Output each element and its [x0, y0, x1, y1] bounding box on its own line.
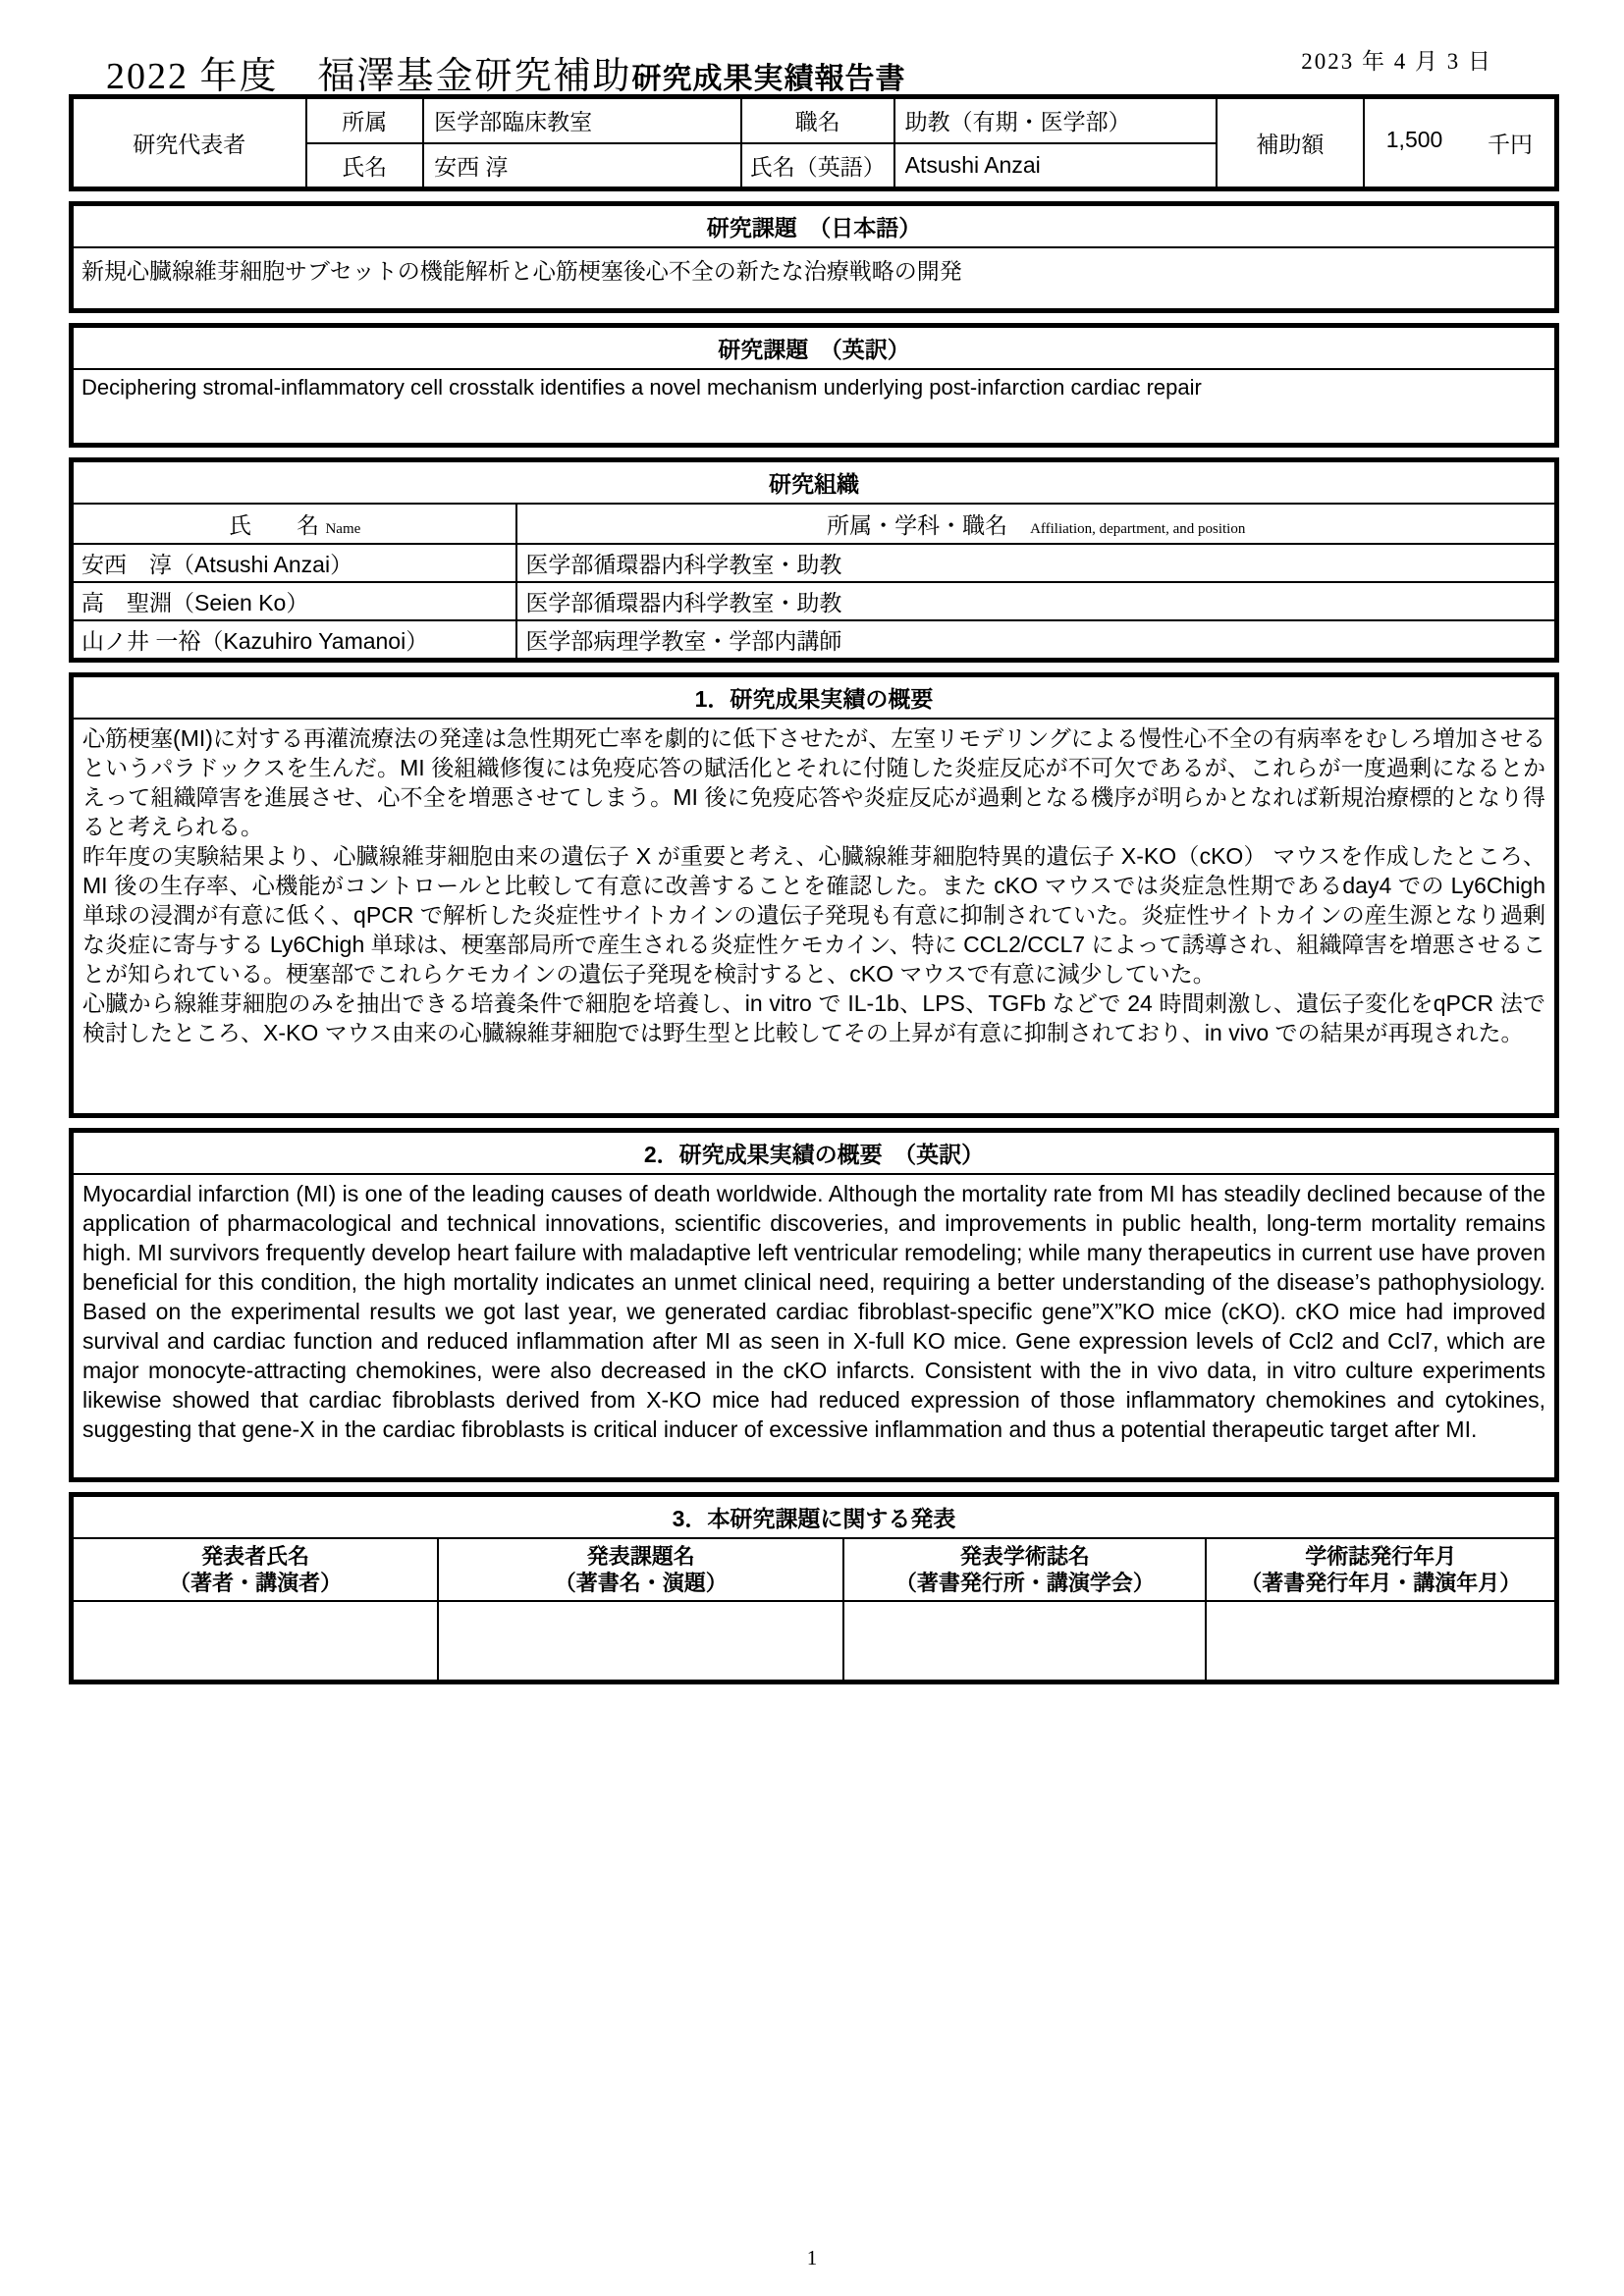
document-body — [69, 94, 1559, 1694]
organization-name-header-en: Name — [325, 521, 361, 537]
grant-amount-label: 補助額 — [1217, 97, 1364, 189]
research-title-en-content: Deciphering stromal-inflammatory cell crosstalk identifies a novel mechanism underlying post-infarction cardiac repair — [72, 369, 1557, 446]
organization-member-row — [72, 544, 1557, 582]
organization-affiliation-column-header — [516, 504, 1556, 544]
publications-col-journal — [843, 1538, 1206, 1601]
organization-affiliation-header-en: Affiliation, department, and position — [1030, 521, 1246, 537]
member-affiliation: 医学部病理学教室・学部内講師 — [516, 620, 1556, 661]
organization-name-column-header — [72, 504, 517, 544]
organization-section — [69, 457, 1559, 663]
document-title — [106, 45, 906, 99]
publications-col-journal-line2: （著書発行所・講演学会） — [894, 1571, 1155, 1595]
document-title-main: 2022 年度 福澤基金研究補助 — [106, 56, 632, 97]
research-title-en-heading: 研究課題 （英訳） — [72, 325, 1557, 369]
position-label: 職名 — [741, 97, 894, 143]
grant-amount-unit: 千円 — [1488, 132, 1533, 157]
member-name: 山ノ井 一裕（Kazuhiro Yamanoi） — [72, 620, 517, 661]
affiliation-value: 医学部臨床教室 — [423, 97, 741, 143]
publications-heading: 3．本研究課題に関する発表 — [72, 1495, 1557, 1539]
research-title-ja-heading: 研究課題 （日本語） — [72, 204, 1557, 248]
summary-ja-section — [69, 672, 1559, 1118]
representative-label: 研究代表者 — [72, 97, 306, 189]
publications-header-row — [72, 1538, 1557, 1601]
name-label: 氏名 — [306, 143, 424, 189]
summary-en-section — [69, 1128, 1559, 1483]
publication-journal-cell — [843, 1601, 1206, 1682]
publications-col-presenter — [72, 1538, 439, 1601]
member-affiliation: 医学部循環器内科学教室・助教 — [516, 544, 1556, 582]
name-en-label: 氏名（英語） — [741, 143, 894, 189]
summary-ja-paragraph: 昨年度の実験結果より、心臓線維芽細胞由来の遺伝子 X が重要と考え、心臓線維芽細胞特異的遺伝子 X-KO（cKO） マウスを作成したところ、MI 後の生存率、心機能がコントロールと比較して有意に改善することを確認した。また cKO マウスでは炎症急性期であるday4 での Ly6Chigh 単球の浸潤が有意に低く、qPCR で解析した炎症性サイトカインの遺伝子発現も有意に抑制されていた。炎症性サイトカインの産生源となり過剰な炎症に寄与する Ly6Chigh 単球は、梗塞部局所で産生される炎症性ケモカイン、特に CCL2/CCL7 によって誘導され、組織障害を増悪させることが知られている。梗塞部でこれらケモカインの遺伝子発現を検討すると、cKO マウスで有意に減少していた。 — [82, 843, 1545, 987]
publication-date-cell — [1206, 1601, 1556, 1682]
organization-member-row — [72, 620, 1557, 661]
organization-affiliation-header-ja: 所属・学科・職名 — [827, 512, 1008, 538]
document-title-sub: 研究成果実績報告書 — [631, 63, 906, 95]
name-value: 安西 淳 — [423, 143, 741, 189]
organization-heading: 研究組織 — [72, 460, 1557, 505]
grant-amount-cell — [1364, 97, 1557, 189]
publications-col-presenter-line2: （著者・講演者） — [169, 1571, 343, 1595]
document-date: 2023 年 4 月 3 日 — [1301, 49, 1492, 74]
summary-en-heading: 2．研究成果実績の概要 （英訳） — [72, 1130, 1557, 1174]
publications-empty-row — [72, 1601, 1557, 1682]
grant-amount-value: 1,500 — [1385, 127, 1443, 152]
organization-member-row — [72, 582, 1557, 620]
name-en-value: Atsushi Anzai — [894, 143, 1217, 189]
position-value: 助教（有期・医学部） — [894, 97, 1217, 143]
summary-ja-content — [72, 719, 1557, 1115]
publications-col-title-line2: （著書名・演題） — [554, 1571, 728, 1595]
research-title-ja-section — [69, 201, 1559, 313]
publications-col-date — [1206, 1538, 1556, 1601]
info-row-1 — [72, 97, 1557, 143]
member-affiliation: 医学部循環器内科学教室・助教 — [516, 582, 1556, 620]
publications-col-date-line2: （著書発行年月・講演年月） — [1240, 1571, 1522, 1595]
page-number: 1 — [806, 2246, 818, 2269]
publication-title-cell — [438, 1601, 843, 1682]
summary-en-paragraph: Myocardial infarction (MI) is one of the leading causes of death worldwide. Although the mortality rate from MI has steadily declined because of the application of pharmacological and technical innovations, scientific discoveries, and improvements in public health, long-term mortality remains high. MI survivors frequently develop heart failure with maladaptive left ventricular remodeling; while many therapeutics in current use have proven beneficial for this condition, the high mortality indicates an unmet clinical need, requiring a better understanding of the disease’s pathophysiology. Based on the experimental results we got last year, we generated cardiac fibroblast-specific gene”X”KO mice (cKO). cKO mice had improved survival and cardiac function and reduced inflammation after MI as seen in X-full KO mice. Gene expression levels of Ccl2 and Ccl7, which are major monocyte-attracting chemokines, were also decreased in the cKO infarcts. Consistent with the in vivo data, in vitro culture experiments likewise showed that cardiac fibroblasts derived from X-KO mice had reduced expression of those inflammatory chemokines and cytokines, suggesting that gene-X in the cardiac fibroblasts is critical inducer of excessive inflammation and thus a potential therapeutic target after MI. — [82, 1180, 1545, 1442]
grant-amount-wrap — [1375, 127, 1544, 159]
organization-header-row — [72, 504, 1557, 544]
member-name: 高 聖淵（Seien Ko） — [72, 582, 517, 620]
publication-presenter-cell — [72, 1601, 439, 1682]
publications-col-journal-line1: 発表学術誌名 — [959, 1544, 1090, 1569]
publications-col-presenter-line1: 発表者氏名 — [201, 1544, 310, 1569]
publications-section — [69, 1492, 1559, 1684]
summary-ja-paragraph: 心筋梗塞(MI)に対する再灌流療法の発達は急性期死亡率を劇的に低下させたが、左室リモデリングによる慢性心不全の有病率をむしろ増加させるというパラドックスを生んだ。MI 後組織修復には免疫応答の賦活化とそれに付随した炎症反応が不可欠であるが、これらが一度過剰になるとかえって組織障害を進展させ、心不全を増悪させてしまう。MI 後に免疫応答や炎症反応が過剰となる機序が明らかとなれば新規治療標的となり得ると考えられる。 — [82, 725, 1545, 839]
research-title-ja-content: 新規心臓線維芽細胞サブセットの機能解析と心筋梗塞後心不全の新たな治療戦略の開発 — [72, 247, 1557, 310]
member-name: 安西 淳（Atsushi Anzai） — [72, 544, 517, 582]
representative-info-table — [69, 94, 1559, 191]
research-title-en-section — [69, 323, 1559, 449]
summary-ja-paragraph: 心臓から線維芽細胞のみを抽出できる培養条件で細胞を培養し、in vitro で IL-1b、LPS、TGFb などで 24 時間刺激し、遺伝子変化をqPCR 法で検討したところ、X-KO マウス由来の心臓線維芽細胞では野生型と比較してその上昇が有意に抑制されており、in vivo での結果が再現された。 — [82, 990, 1545, 1045]
affiliation-label: 所属 — [306, 97, 424, 143]
summary-ja-heading: 1．研究成果実績の概要 — [72, 675, 1557, 720]
publications-col-title-line1: 発表課題名 — [586, 1544, 695, 1569]
summary-en-content — [72, 1174, 1557, 1480]
publications-col-title — [438, 1538, 843, 1601]
organization-name-header-ja: 氏 名 — [229, 512, 320, 538]
publications-col-date-line1: 学術誌発行年月 — [1305, 1544, 1457, 1569]
